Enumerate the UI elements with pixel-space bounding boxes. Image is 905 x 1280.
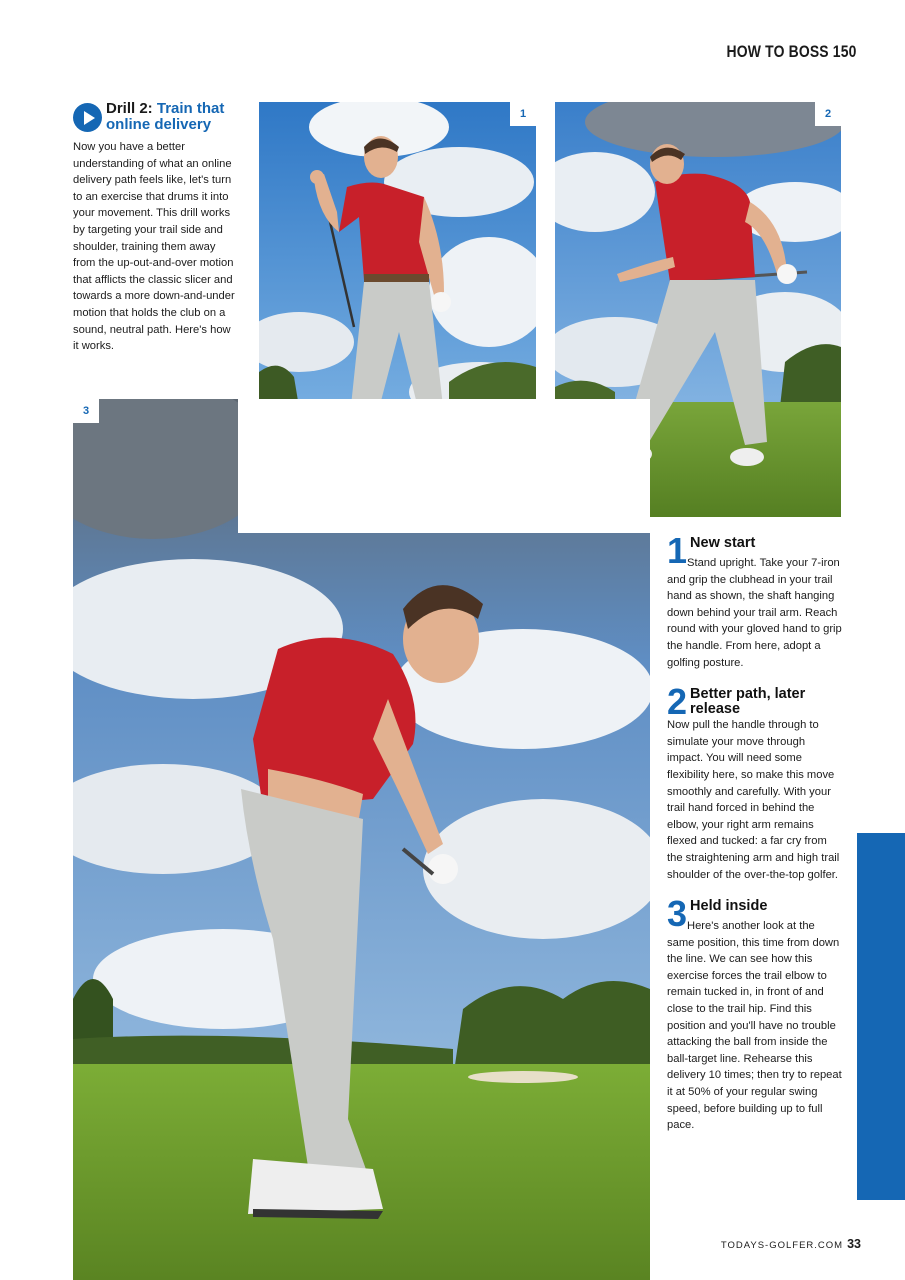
step-title: Better path, later release [690,686,806,718]
step-2 [667,681,842,883]
section-side-tab [857,833,905,1200]
step-3 [667,893,842,1134]
photo-number-badge: 3 [73,399,99,423]
steps-column [667,530,842,1149]
photo-number-badge: 2 [815,102,841,126]
step-number: 1 [667,530,688,571]
step-number: 2 [667,681,688,723]
step-body-text [667,918,842,1134]
photo-number-badge: 1 [510,102,536,126]
step-heading [667,681,842,723]
drill-title [106,101,238,133]
footer-site: TODAYS-GOLFER.COM [720,1240,844,1251]
page-header-title: HOW TO BOSS 150 [726,42,857,61]
step-title: Held inside [690,898,768,915]
step-body-text [667,555,842,671]
step-body-span: Stand upright. Take your 7-iron and grip the clubhead in your trail hand as shown, the shaft hanging down behind your trail arm. Reach round with your gloved hand to grip the handle. From here, adopt a golfing posture. [667,557,842,669]
drill-name: Train that online delivery [106,100,225,133]
play-icon[interactable] [73,103,102,132]
step-body-text: Now pull the handle through to simulate your move through impact. You will need some flexibility here, so make this move smoothly and carefully. With your trail hand forced in behind the elbow, your right arm remains flexed and tucked: a far cry from the straightening arm and high trail shoulder of the over-the-top golfer. [667,719,840,881]
step-body-span: Here's another look at the same position, this time from down the line. We can see how this exercise forces the trail elbow to remain tucked in, in front of and close to the trail hip. Find this position and you'll have no trouble attacking the ball from inside the ball-target line. Rehearse this delivery 10 times; then try to repeat it at 50% of your regular swing speed, before building up to full pace. [667,920,842,1132]
drill-body-text: Now you have a better understanding of what an online delivery path feels like, let's turn to an exercise that drums it into your movement. This drill works by targeting your trail side and shoulder, training them away from the up-out-and-over motion that afflicts the classic slicer and towards a more down-and-under motion that holds the club on a sound, neutral path. Here's how it works. [73,141,235,353]
page-footer [721,1237,861,1251]
step-number: 3 [667,893,688,935]
drill-number: Drill 2: [106,100,153,117]
step-1 [667,530,842,671]
drill-intro [73,101,238,355]
step-title: New start [690,535,756,551]
drill-heading [73,101,238,135]
layout-white-space [238,399,650,533]
page-number: 33 [847,1237,861,1251]
